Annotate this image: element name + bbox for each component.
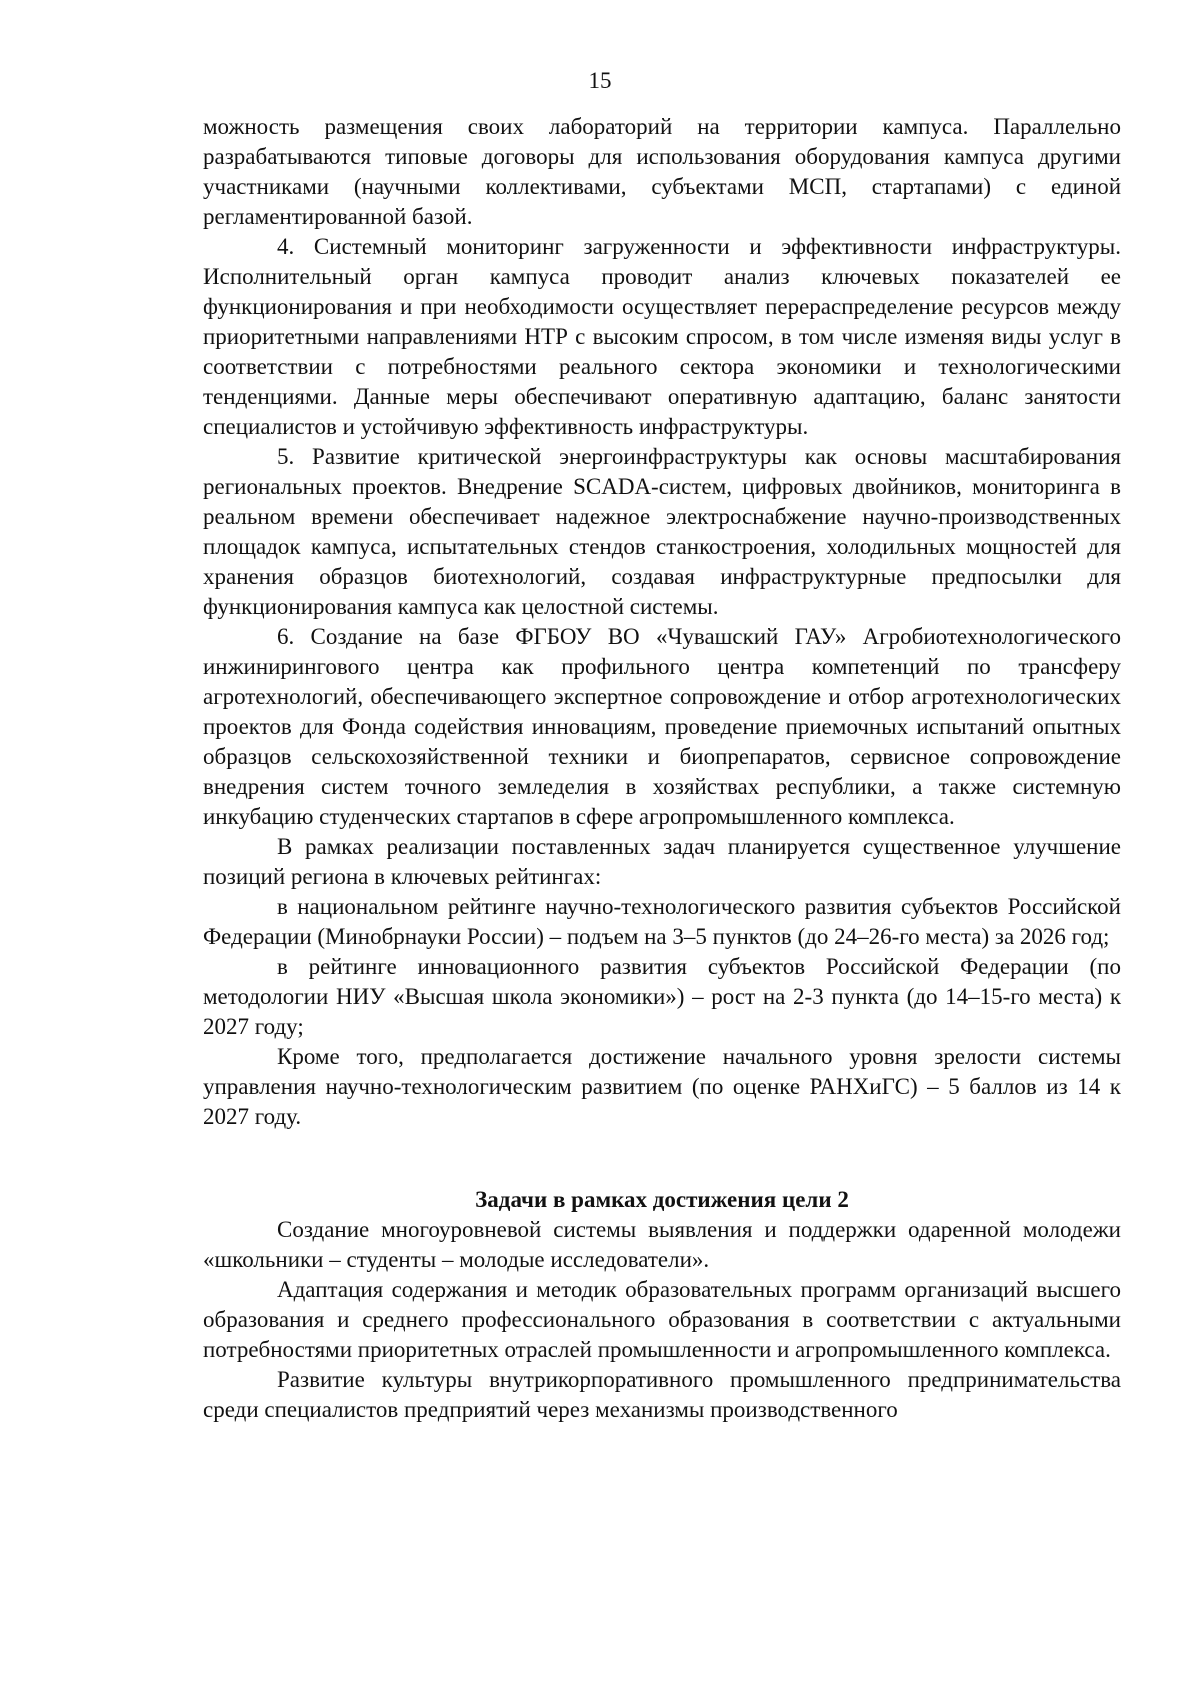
paragraph-entrepreneurship-culture: Развитие культуры внутрикорпоративного промышленного предпринимательства среди специалистов предприятий через механизмы производственного <box>203 1367 1121 1422</box>
paragraph-national-rating: в национальном рейтинге научно-технологического развития субъектов Российской Федерации (Минобрнауки России) – подъем на 3–5 пунктов (до 24–26-го места) за 2026 год; <box>203 894 1121 949</box>
paragraph-innovation-rating: в рейтинге инновационного развития субъектов Российской Федерации (по методологии НИУ «Высшая школа экономики») – рост на 2-3 пункта (до 14–15-го места) к 2027 году; <box>203 954 1121 1039</box>
paragraph-item-4-monitoring: 4. Системный мониторинг загруженности и эффективности инфраструктуры. Исполнительный орган кампуса проводит анализ ключевых показателей ее функционирования и при необходимости осуществляет перераспределение ресурсов между приоритетными направлениями НТР с высоким спросом, в том числе изменяя виды услуг в соответствии с потребностями реального сектора экономики и технологическими тенденциями. Данные меры обеспечивают оперативную адаптацию, баланс занятости специалистов и устойчивую эффективность инфраструктуры. <box>203 234 1121 439</box>
paragraph-youth-support: Создание многоуровневой системы выявления и поддержки одаренной молодежи «школьники – студенты – молодые исследователи». <box>203 1217 1121 1272</box>
paragraph-item-5-energy: 5. Развитие критической энергоинфраструктуры как основы масштабирования региональных проектов. Внедрение SCADA-систем, цифровых двойников, мониторинга в реальном времени обеспечивает надежное электроснабжение научно-производственных площадок кампуса, испытательных стендов станкостроения, холодильных мощностей для хранения образцов биотехнологий, создавая инфраструктурные предпосылки для функционирования кампуса как целостной системы. <box>203 444 1121 619</box>
section-heading-goal-2: Задачи в рамках достижения цели 2 <box>475 1187 849 1212</box>
paragraph-education-adaptation: Адаптация содержания и методик образовательных программ организаций высшего образования и среднего профессионального образования в соответствии с актуальными потребностями приоритетных отраслей промышленности и агропромышленного комплекса. <box>203 1277 1121 1362</box>
paragraph-item-6-agro-center: 6. Создание на базе ФГБОУ ВО «Чувашский ГАУ» Агробиотехнологического инжинирингового центра как профильного центра компетенций по трансферу агротехнологий, обеспечивающего экспертное сопровождение и отбор агротехнологических проектов для Фонда содействия инновациям, проведение приемочных испытаний опытных образцов сельскохозяйственной техники и биопрепаратов, сервисное сопровождение внедрения систем точного земледелия в хозяйствах республики, а также системную инкубацию студенческих стартапов в сфере агропромышленного комплекса. <box>203 624 1121 829</box>
paragraph-maturity-level: Кроме того, предполагается достижение начального уровня зрелости системы управления научно-технологическим развитием (по оценке РАНХиГС) – 5 баллов из 14 к 2027 году. <box>203 1044 1121 1129</box>
paragraph-campus-labs: можность размещения своих лабораторий на территории кампуса. Параллельно разрабатываются типовые договоры для использования оборудования кампуса другими участниками (научными коллективами, субъектами МСП, стартапами) с единой регламентированной базой. <box>203 114 1121 229</box>
paragraph-ratings-intro: В рамках реализации поставленных задач планируется существенное улучшение позиций региона в ключевых рейтингах: <box>203 834 1121 889</box>
page-number: 15 <box>588 68 612 93</box>
document-body <box>203 112 1121 1425</box>
